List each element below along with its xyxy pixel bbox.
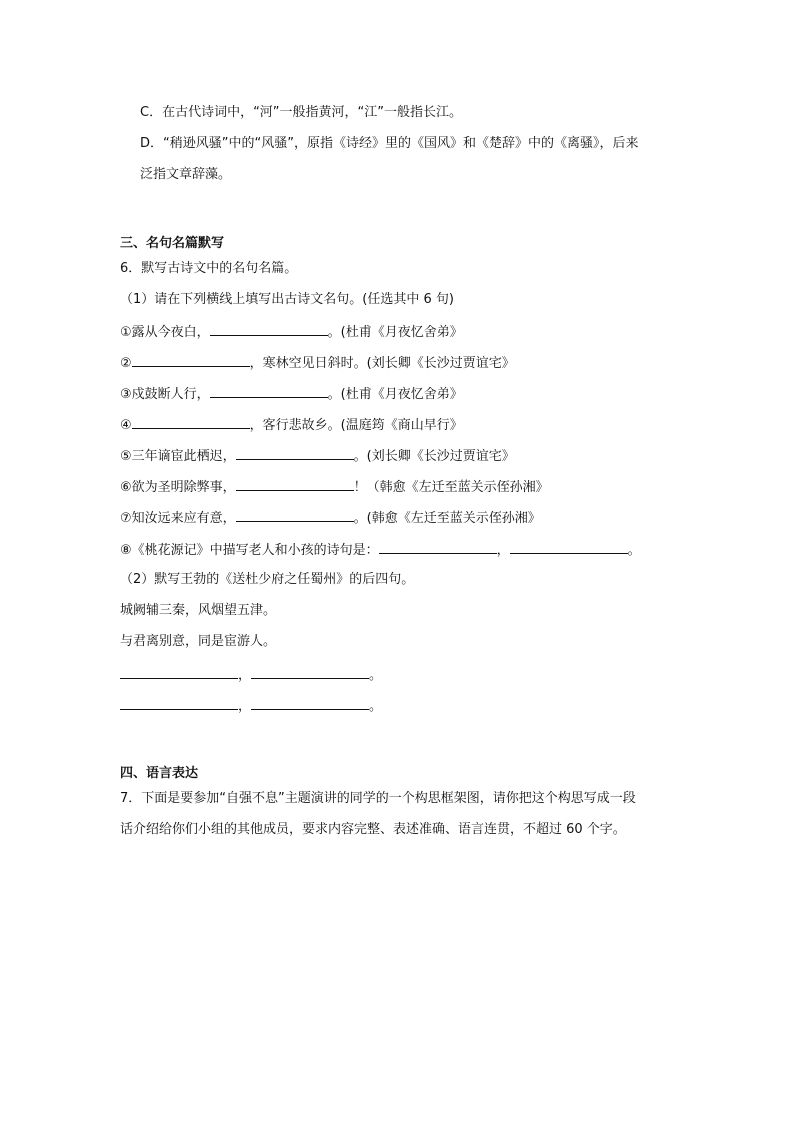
answer-blank[interactable] xyxy=(120,696,238,710)
q7-line1: 7．下面是要参加“自强不息”主题演讲的同学的一个构思框架图，请你把这个构思写成一段 xyxy=(120,791,636,806)
answer-blank[interactable] xyxy=(379,540,497,554)
fill-item-prefix: ⑥欲为圣明除弊事， xyxy=(120,480,236,495)
fill-item-suffix: ，客行悲故乡。(温庭筠《商山早行》 xyxy=(249,418,463,433)
fill-item xyxy=(120,353,515,373)
answer-blank[interactable] xyxy=(251,696,369,710)
fill-item-suffix: 。 xyxy=(627,543,641,558)
fill-item-prefix: ⑧《桃花源记》中描写老人和小孩的诗句是： xyxy=(120,543,379,558)
poem-line: 城阙辅三秦，风烟望五津。 xyxy=(120,603,277,618)
fill-item-suffix: ，寒林空见日斜时。(刘长卿《长沙过贾谊宅》 xyxy=(249,356,515,371)
answer-blank[interactable] xyxy=(236,477,354,491)
answer-blank[interactable] xyxy=(120,665,238,679)
fill-item xyxy=(120,415,463,435)
answer-blank[interactable] xyxy=(510,540,628,554)
separator: ， xyxy=(238,668,252,683)
answer-blank[interactable] xyxy=(132,353,250,367)
fill-item xyxy=(120,384,463,404)
fill-item-suffix: 。(杜甫《月夜忆舍弟》 xyxy=(327,387,463,402)
fill-item-prefix: ⑦知汝远来应有意， xyxy=(120,511,236,526)
fill-item-suffix: 。(刘长卿《长沙过贾谊宅》 xyxy=(353,449,515,464)
fill-item-prefix: ② xyxy=(120,356,132,371)
fill-item-prefix: ①露从今夜白， xyxy=(120,325,210,340)
fill-item xyxy=(120,540,641,560)
answer-blank[interactable] xyxy=(132,415,250,429)
fill-item xyxy=(120,477,549,497)
option-d-line2: 泛指文章辞藻。 xyxy=(140,167,232,182)
fill-item-suffix: 。 xyxy=(369,699,383,714)
answer-blank[interactable] xyxy=(210,384,328,398)
fill-item-suffix: 。 xyxy=(369,668,383,683)
q6-part1: （1）请在下列横线上填写出古诗文名句。(任选其中 6 句) xyxy=(120,292,454,307)
poem-line: 与君离别意，同是宦游人。 xyxy=(120,634,277,649)
option-d-line1: D．“稍逊风骚”中的“风骚”，原指《诗经》里的《国风》和《楚辞》中的《离骚》，后来 xyxy=(140,136,639,151)
separator: ， xyxy=(238,699,252,714)
answer-blank[interactable] xyxy=(236,446,354,460)
q6-title: 6．默写古诗文中的名句名篇。 xyxy=(120,261,298,276)
option-c: C．在古代诗词中，“河”一般指黄河，“江”一般指长江。 xyxy=(140,105,463,120)
section4-title: 四、语言表达 xyxy=(120,766,199,781)
separator: ， xyxy=(496,543,510,558)
fill-item xyxy=(120,665,382,685)
fill-item-suffix: 。(杜甫《月夜忆舍弟》 xyxy=(327,325,463,340)
fill-item xyxy=(120,322,463,342)
fill-item xyxy=(120,508,541,528)
fill-item-suffix: ！（韩愈《左迁至蓝关示侄孙湘》 xyxy=(353,480,549,495)
fill-item-suffix: 。(韩愈《左迁至蓝关示侄孙湘》 xyxy=(353,511,541,526)
answer-blank[interactable] xyxy=(210,322,328,336)
q7-line2: 话介绍给你们小组的其他成员，要求内容完整、表述准确、语言连贯，不超过 60 个字。 xyxy=(120,822,626,837)
fill-item xyxy=(120,696,382,716)
section3-title: 三、名句名篇默写 xyxy=(120,236,225,251)
answer-blank[interactable] xyxy=(236,508,354,522)
answer-blank[interactable] xyxy=(251,665,369,679)
fill-item xyxy=(120,446,515,466)
fill-item-prefix: ③戍鼓断人行， xyxy=(120,387,210,402)
fill-item-prefix: ⑤三年谪宦此栖迟， xyxy=(120,449,236,464)
fill-item-prefix: ④ xyxy=(120,418,132,433)
q6-part2: （2）默写王勃的《送杜少府之任蜀州》的后四句。 xyxy=(120,572,415,587)
